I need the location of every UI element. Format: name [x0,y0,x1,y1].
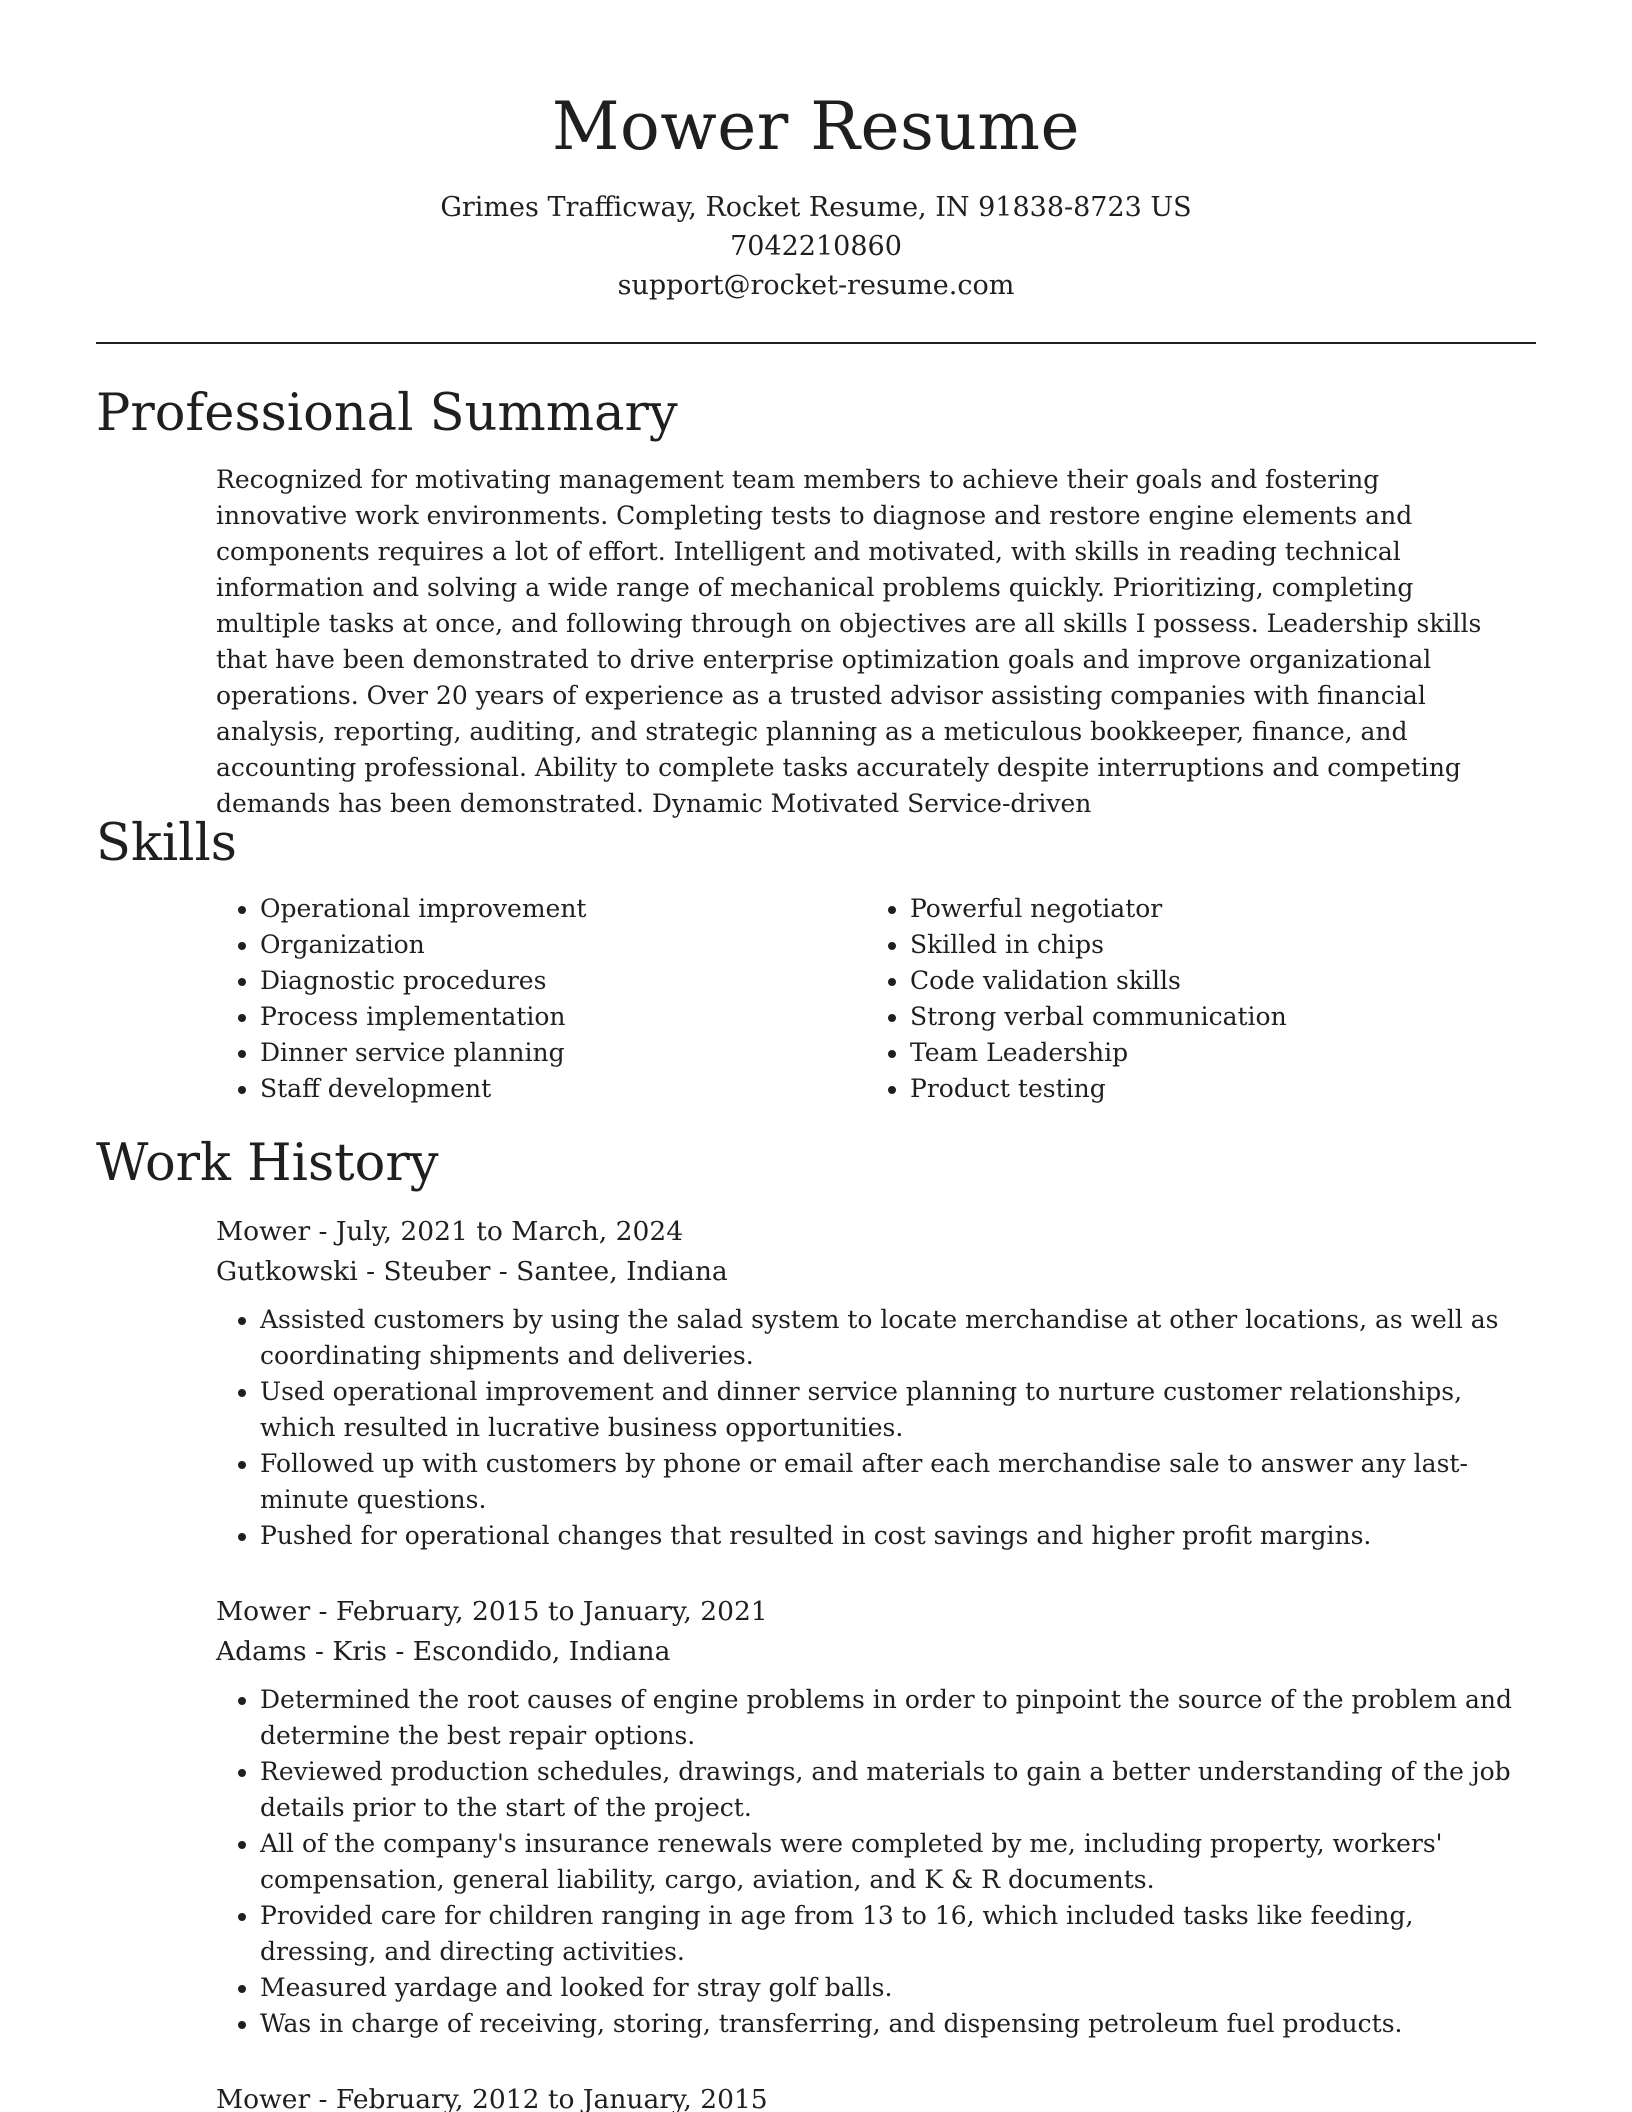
job-company-line: Adams - Kris - Escondido, Indiana [216,1636,671,1667]
skill-item: • Process implementation [260,999,586,1035]
summary-text: Recognized for motivating management team members to achieve their goals and fostering innovative work environments. Completing tests to diagnose and restore engine elements and components requires a lot of effort. Intelligent and motivated, with skills in reading technical information and solving a wide range of mechanical problems quickly. Prioritizing, completing multiple tasks at once, and following through on objectives are all skills I possess. Leadership skills that have been demonstrated to drive enterprise optimization goals and improve organizational operations. Over 20 years of experience as a trusted advisor assisting companies with financial analysis, reporting, auditing, and strategic planning as a meticulous bookkeeper, finance, and accounting professional. Ability to complete tasks accurately despite interruptions and competing demands has been demonstrated. Dynamic Motivated Service-driven [216,465,1482,818]
skill-item: • Strong verbal communication [910,999,1287,1035]
job-bullet: • Followed up with customers by phone or email after each merchandise sale to answer any last-minute questions. [260,1446,1516,1518]
skill-item: • Staff development [260,1071,586,1107]
contact-email: support@rocket-resume.com [617,270,1015,301]
job-bullet: • All of the company's insurance renewals were completed by me, including property, workers' compensation, general liability, cargo, aviation, and K & R documents. [260,1826,1516,1898]
contact-address: Grimes Trafficway, Rocket Resume, IN 91838-8723 US [440,192,1192,223]
skill-item: • Team Leadership [910,1035,1287,1071]
skill-item: • Product testing [910,1071,1287,1107]
job-bullet: • Pushed for operational changes that resulted in cost savings and higher profit margins. [260,1518,1516,1554]
work-history-heading: Work History [96,1134,439,1193]
job-bullet: • Was in charge of receiving, storing, transferring, and dispensing petroleum fuel products. [260,2006,1516,2042]
resume-header [0,0,1632,305]
job-company-line: Gutkowski - Steuber - Santee, Indiana [216,1256,728,1287]
skill-item: • Code validation skills [910,963,1287,999]
job-bullet-list [216,1682,1516,2042]
job-bullet: • Measured yardage and looked for stray golf balls. [260,1970,1516,2006]
header-divider [96,342,1536,344]
job-entry [216,1592,1516,2042]
summary-heading: Professional Summary [96,384,678,443]
job-entry [216,1212,1516,1554]
job-bullet-list [216,1302,1516,1554]
job-bullet: • Used operational improvement and dinner service planning to nurture customer relationships, which resulted in lucrative business opportunities. [260,1374,1516,1446]
job-bullet: • Reviewed production schedules, drawings, and materials to gain a better understanding of the job details prior to the start of the project. [260,1754,1516,1826]
skills-heading: Skills [96,814,237,873]
job-title-line: Mower - February, 2015 to January, 2021 [216,1596,768,1627]
skill-item: • Diagnostic procedures [260,963,586,999]
job-bullet: • Assisted customers by using the salad system to locate merchandise at other locations, as well as coordinating shipments and deliveries. [260,1302,1516,1374]
skill-item: • Organization [260,927,586,963]
skill-item: • Dinner service planning [260,1035,586,1071]
contact-block [0,188,1632,305]
job-title-line: Mower - February, 2012 to January, 2015 [216,2084,768,2112]
job-entry [216,2080,1516,2112]
skill-item: • Skilled in chips [910,927,1287,963]
skill-item: • Operational improvement [260,891,586,927]
skill-item: • Powerful negotiator [910,891,1287,927]
job-bullet: • Determined the root causes of engine problems in order to pinpoint the source of the problem and determine the best repair options. [260,1682,1516,1754]
contact-phone: 7042210860 [730,231,902,262]
job-title-line: Mower - July, 2021 to March, 2024 [216,1216,684,1247]
skills-list-left [216,891,586,1107]
job-bullet: • Provided care for children ranging in age from 13 to 16, which included tasks like feeding, dressing, and directing activities. [260,1898,1516,1970]
resume-name: Mower Resume [551,88,1081,165]
skills-list-right [866,891,1287,1107]
